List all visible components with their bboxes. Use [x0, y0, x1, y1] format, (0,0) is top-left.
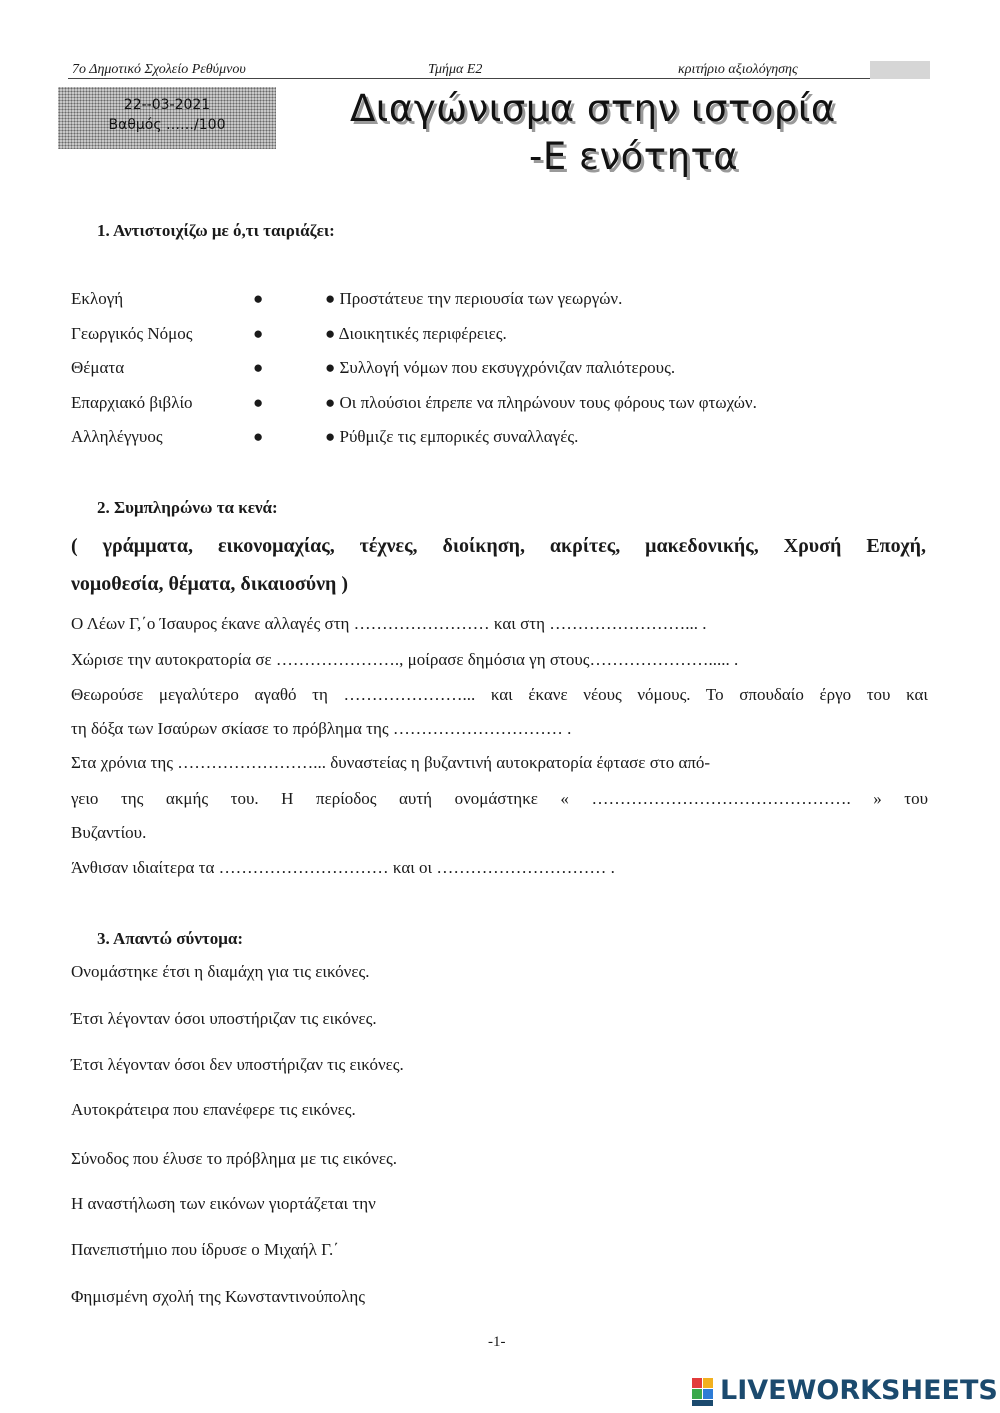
match-right-5[interactable]: ● Ρύθμιζε τις εμπορικές συναλλαγές.: [325, 427, 579, 446]
assessment-label: κριτήριο αξιολόγησης: [678, 62, 798, 77]
exam-date: 22--03-2021: [123, 97, 211, 113]
short-answer-5: Σύνοδος που έλυσε το πρόβλημα με τις εικόνες.: [71, 1149, 397, 1168]
fill-line-2: Χώρισε την αυτοκρατορία σε …………………., μοίρασε δημόσια γη στους…………………..... .: [71, 650, 739, 669]
match-right-1[interactable]: ● Προστάτευε την περιουσία των γεωργών.: [325, 289, 623, 308]
q1-heading: 1. Αντιστοιχίζω με ό,τι ταιριάζει:: [97, 221, 335, 240]
fill-line-6: γειο της ακμής του. Η περίοδος αυτή ονομάστηκε « ………………………………………. » του: [71, 789, 928, 808]
word-bank-line-1: ( γράμματα, εικονομαχίας, τέχνες, διοίκηση, ακρίτες, μακεδονικής, Χρυσή Εποχή,: [71, 535, 926, 557]
match-left-5: Αλληλέγγυος: [71, 427, 163, 446]
page-number: -1-: [488, 1334, 506, 1350]
match-right-3[interactable]: ● Συλλογή νόμων που εκσυγχρόνιζαν παλιότερους.: [325, 358, 676, 377]
match-dot-left-2[interactable]: ●: [253, 324, 264, 343]
match-left-1: Εκλογή: [71, 289, 124, 308]
q2-heading: 2. Συμπληρώνω τα κενά:: [97, 498, 278, 517]
match-left-3: Θέματα: [71, 358, 125, 377]
title-line-1: Διαγώνισμα στην ιστορία: [350, 87, 836, 130]
fill-line-1: Ο Λέων Γ,΄ο Ίσαυρος έκανε αλλαγές στη …………………… και στη ……………………... .: [71, 614, 707, 633]
short-answer-1: Ονομάστηκε έτσι η διαμάχη για τις εικόνες.: [71, 962, 370, 981]
fill-line-5: Στα χρόνια της ……………………... δυναστείας η βυζαντινή αυτοκρατορία έφτασε στο από-: [71, 753, 711, 772]
word-bank-line-2: νομοθεσία, θέματα, δικαιοσύνη ): [71, 573, 349, 595]
fill-line-4: τη δόξα των Ισαύρων σκίασε το πρόβλημα της ………………………… .: [71, 719, 572, 738]
match-right-2[interactable]: ● Διοικητικές περιφέρειες.: [325, 324, 507, 343]
class-name: Τμήμα Ε2: [428, 62, 483, 77]
match-dot-left-4[interactable]: ●: [253, 393, 264, 412]
q3-heading: 3. Απαντώ σύντομα:: [97, 929, 244, 948]
short-answer-3: Έτσι λέγονταν όσοι δεν υποστήριζαν τις εικόνες.: [71, 1055, 404, 1074]
short-answer-4: Αυτοκράτειρα που επανέφερε τις εικόνες.: [71, 1100, 356, 1119]
grade-field: Βαθμός ……/100: [108, 117, 226, 133]
match-left-2: Γεωργικός Νόμος: [71, 324, 193, 343]
match-dot-left-3[interactable]: ●: [253, 358, 264, 377]
match-right-4[interactable]: ● Οι πλούσιοι έπρεπε να πληρώνουν τους φόρους των φτωχών.: [325, 393, 757, 412]
title-line-2: -Ε ενότητα: [529, 135, 739, 178]
date-grade-box: [58, 87, 276, 149]
match-dot-left-5[interactable]: ●: [253, 427, 264, 446]
fill-line-3: Θεωρούσε μεγαλύτερο αγαθό τη …………………... και έκανε νέους νόμους. Το σπουδαίο έργο του και: [71, 685, 928, 704]
liveworksheets-brand: LIVEWORKSHEETS: [720, 1375, 998, 1406]
short-answer-6: Η αναστήλωση των εικόνων γιορτάζεται την: [71, 1194, 376, 1213]
match-left-4: Επαρχιακό βιβλίο: [71, 393, 193, 412]
fill-line-8: Άνθισαν ιδιαίτερα τα ………………………… και οι ………………………… .: [71, 858, 615, 877]
short-answer-8: Φημισμένη σχολή της Κωνσταντινούπολης: [71, 1287, 365, 1306]
fill-line-7: Βυζαντίου.: [71, 823, 147, 842]
short-answer-2: Έτσι λέγονταν όσοι υποστήριζαν τις εικόνες.: [71, 1009, 377, 1028]
school-name: 7ο Δημοτικό Σχολείο Ρεθύμνου: [72, 62, 246, 77]
match-dot-left-1[interactable]: ●: [253, 289, 264, 308]
short-answer-7: Πανεπιστήμιο που ίδρυσε ο Μιχαήλ Γ.΄: [71, 1240, 339, 1259]
